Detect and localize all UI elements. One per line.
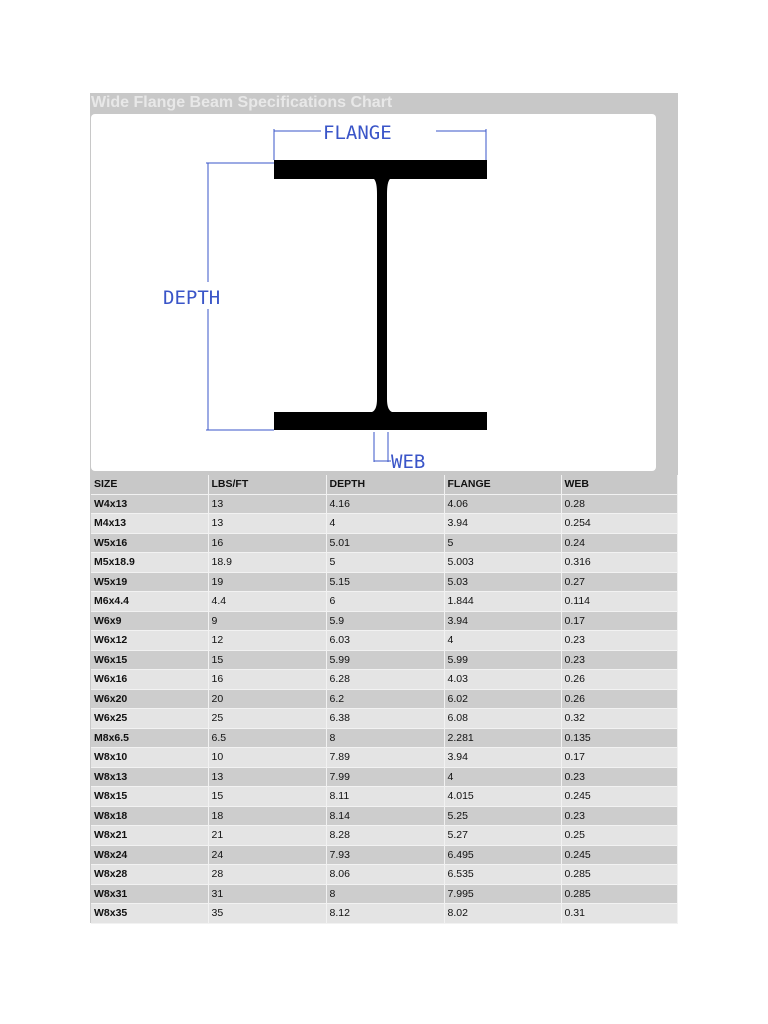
table-row	[91, 572, 677, 592]
table-row	[91, 865, 677, 885]
cell-size: M4x13	[91, 514, 208, 534]
cell-lbs-ft: 6.5	[208, 728, 326, 748]
cell-depth: 5.99	[326, 650, 444, 670]
cell-size: W5x16	[91, 533, 208, 553]
cell-flange: 1.844	[444, 592, 561, 612]
cell-size: W6x12	[91, 631, 208, 651]
cell-flange: 5.27	[444, 826, 561, 846]
cell-depth: 5.01	[326, 533, 444, 553]
cell-web: 0.24	[561, 533, 677, 553]
cell-flange: 6.08	[444, 709, 561, 729]
cell-flange: 7.995	[444, 884, 561, 904]
cell-size: M5x18.9	[91, 553, 208, 573]
cell-flange: 2.281	[444, 728, 561, 748]
cell-size: W6x9	[91, 611, 208, 631]
header-lbs-ft: LBS/FT	[208, 475, 326, 494]
cell-flange: 3.94	[444, 748, 561, 768]
cell-size: W6x20	[91, 689, 208, 709]
table-row	[91, 787, 677, 807]
cell-lbs-ft: 31	[208, 884, 326, 904]
cell-size: W8x31	[91, 884, 208, 904]
cell-web: 0.28	[561, 494, 677, 514]
cell-size: W6x16	[91, 670, 208, 690]
cell-flange: 4	[444, 767, 561, 787]
table-row	[91, 748, 677, 768]
cell-depth: 7.93	[326, 845, 444, 865]
cell-web: 0.23	[561, 767, 677, 787]
table-body	[91, 494, 677, 923]
cell-size: W8x28	[91, 865, 208, 885]
cell-depth: 5.9	[326, 611, 444, 631]
cell-flange: 8.02	[444, 904, 561, 924]
cell-depth: 5	[326, 553, 444, 573]
cell-lbs-ft: 15	[208, 650, 326, 670]
cell-size: W6x25	[91, 709, 208, 729]
cell-lbs-ft: 13	[208, 514, 326, 534]
header-size: SIZE	[91, 475, 208, 494]
header-depth: DEPTH	[326, 475, 444, 494]
cell-depth: 6.2	[326, 689, 444, 709]
table-row	[91, 689, 677, 709]
cell-web: 0.285	[561, 884, 677, 904]
i-beam-shape	[274, 160, 487, 430]
cell-size: W8x21	[91, 826, 208, 846]
cell-lbs-ft: 15	[208, 787, 326, 807]
cell-depth: 5.15	[326, 572, 444, 592]
table-row	[91, 631, 677, 651]
table-row	[91, 884, 677, 904]
cell-depth: 8.06	[326, 865, 444, 885]
web-dimension	[374, 432, 425, 471]
cell-size: W8x24	[91, 845, 208, 865]
cell-size: W5x19	[91, 572, 208, 592]
cell-web: 0.285	[561, 865, 677, 885]
cell-lbs-ft: 28	[208, 865, 326, 885]
table-row	[91, 670, 677, 690]
cell-size: W8x10	[91, 748, 208, 768]
flange-label: FLANGE	[323, 122, 392, 144]
cell-depth: 6.03	[326, 631, 444, 651]
table-row	[91, 767, 677, 787]
cell-lbs-ft: 9	[208, 611, 326, 631]
cell-depth: 6.38	[326, 709, 444, 729]
table-row	[91, 650, 677, 670]
cell-flange: 5.03	[444, 572, 561, 592]
cell-web: 0.23	[561, 650, 677, 670]
cell-depth: 7.99	[326, 767, 444, 787]
depth-label: DEPTH	[163, 287, 221, 309]
cell-web: 0.17	[561, 611, 677, 631]
cell-flange: 3.94	[444, 611, 561, 631]
table-row	[91, 494, 677, 514]
cell-lbs-ft: 20	[208, 689, 326, 709]
cell-depth: 6	[326, 592, 444, 612]
cell-web: 0.17	[561, 748, 677, 768]
table-row	[91, 826, 677, 846]
cell-depth: 8.12	[326, 904, 444, 924]
cell-lbs-ft: 21	[208, 826, 326, 846]
cell-lbs-ft: 18	[208, 806, 326, 826]
cell-web: 0.245	[561, 845, 677, 865]
cell-lbs-ft: 19	[208, 572, 326, 592]
chart-title: Wide Flange Beam Specifications Chart	[91, 94, 393, 111]
header-flange: FLANGE	[444, 475, 561, 494]
cell-depth: 6.28	[326, 670, 444, 690]
cell-lbs-ft: 16	[208, 533, 326, 553]
cell-flange: 6.535	[444, 865, 561, 885]
table-row	[91, 728, 677, 748]
cell-size: W4x13	[91, 494, 208, 514]
cell-flange: 5	[444, 533, 561, 553]
cell-flange: 5.003	[444, 553, 561, 573]
web-label: WEB	[391, 451, 426, 471]
cell-web: 0.25	[561, 826, 677, 846]
cell-lbs-ft: 16	[208, 670, 326, 690]
cell-web: 0.26	[561, 670, 677, 690]
table-row	[91, 592, 677, 612]
beam-diagram-svg	[91, 114, 656, 471]
cell-size: M8x6.5	[91, 728, 208, 748]
cell-flange: 4.03	[444, 670, 561, 690]
cell-web: 0.135	[561, 728, 677, 748]
cell-flange: 4	[444, 631, 561, 651]
cell-web: 0.26	[561, 689, 677, 709]
header-web: WEB	[561, 475, 677, 494]
depth-dimension	[163, 163, 274, 430]
cell-lbs-ft: 24	[208, 845, 326, 865]
cell-lbs-ft: 18.9	[208, 553, 326, 573]
cell-size: W8x18	[91, 806, 208, 826]
table-row	[91, 845, 677, 865]
cell-size: W8x13	[91, 767, 208, 787]
cell-web: 0.32	[561, 709, 677, 729]
table-row	[91, 709, 677, 729]
table-row	[91, 611, 677, 631]
cell-lbs-ft: 35	[208, 904, 326, 924]
cell-size: W8x15	[91, 787, 208, 807]
cell-lbs-ft: 13	[208, 767, 326, 787]
cell-flange: 5.25	[444, 806, 561, 826]
table-header-row	[91, 475, 677, 494]
table-row	[91, 806, 677, 826]
cell-depth: 8	[326, 884, 444, 904]
cell-flange: 3.94	[444, 514, 561, 534]
cell-lbs-ft: 13	[208, 494, 326, 514]
flange-dimension	[274, 122, 486, 160]
table-row	[91, 514, 677, 534]
cell-web: 0.31	[561, 904, 677, 924]
cell-depth: 7.89	[326, 748, 444, 768]
cell-web: 0.316	[561, 553, 677, 573]
spec-chart-card	[90, 93, 678, 923]
cell-flange: 4.06	[444, 494, 561, 514]
cell-depth: 4	[326, 514, 444, 534]
cell-web: 0.23	[561, 806, 677, 826]
cell-web: 0.114	[561, 592, 677, 612]
cell-flange: 6.02	[444, 689, 561, 709]
cell-depth: 8.11	[326, 787, 444, 807]
cell-depth: 4.16	[326, 494, 444, 514]
cell-web: 0.254	[561, 514, 677, 534]
table-row	[91, 533, 677, 553]
cell-lbs-ft: 12	[208, 631, 326, 651]
table-row	[91, 553, 677, 573]
beam-diagram	[91, 114, 656, 471]
cell-depth: 8.28	[326, 826, 444, 846]
table-row	[91, 904, 677, 924]
cell-flange: 6.495	[444, 845, 561, 865]
cell-web: 0.245	[561, 787, 677, 807]
cell-web: 0.27	[561, 572, 677, 592]
cell-size: M6x4.4	[91, 592, 208, 612]
cell-web: 0.23	[561, 631, 677, 651]
cell-size: W6x15	[91, 650, 208, 670]
cell-lbs-ft: 4.4	[208, 592, 326, 612]
cell-flange: 5.99	[444, 650, 561, 670]
cell-depth: 8.14	[326, 806, 444, 826]
cell-lbs-ft: 10	[208, 748, 326, 768]
cell-flange: 4.015	[444, 787, 561, 807]
cell-size: W8x35	[91, 904, 208, 924]
cell-depth: 8	[326, 728, 444, 748]
cell-lbs-ft: 25	[208, 709, 326, 729]
beam-spec-table	[91, 475, 678, 924]
